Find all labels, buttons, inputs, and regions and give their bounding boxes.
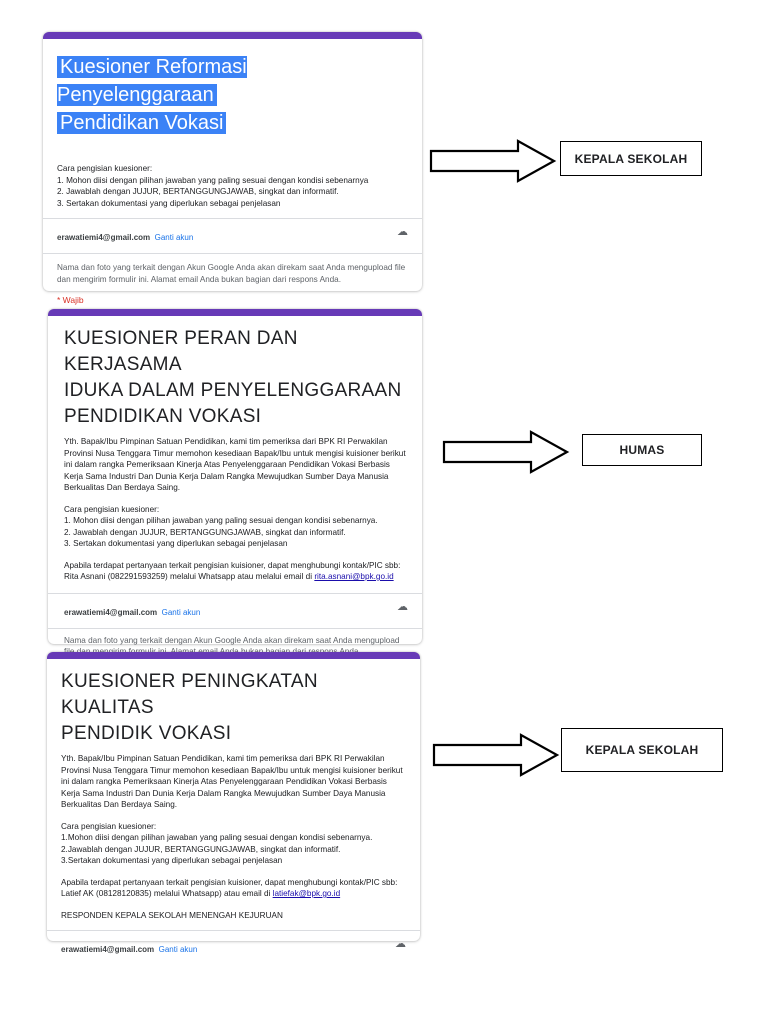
contact-info: Apabila terdapat pertanyaan terkait pengisian kuisioner, dapat menghubungi kontak/PIC sbb: — [64, 560, 401, 570]
instruction-item: 2. Jawablah dengan JUJUR, BERTANGGUNGJAWAB, singkat dan informatif. — [57, 187, 339, 196]
account-email: erawatiemi4@gmail.com — [61, 945, 155, 954]
form-title — [57, 53, 408, 137]
right-arrow-icon — [430, 139, 556, 183]
privacy-note: Nama dan foto yang terkait dengan Akun Google Anda akan direkam saat Anda mengupload file dan mengirim formulir ini. Alamat email Anda bukan bagian dari respons Anda. — [57, 263, 406, 284]
instructions-heading: Cara pengisian kuesioner: — [61, 821, 157, 831]
role-label-text: HUMAS — [619, 443, 665, 457]
cloud-save-icon: ☁ — [395, 938, 406, 950]
right-arrow-icon — [443, 430, 569, 474]
form-title-line: Pendidikan Vokasi — [57, 112, 226, 134]
form-card-2 — [48, 309, 422, 644]
contact-person-text: Latief AK (08128120835) melalui Whatsapp) atau email di — [61, 889, 273, 898]
form-card-3 — [47, 652, 420, 954]
instruction-item: 2. Jawablah dengan JUJUR, BERTANGGUNGJAWAB, singkat dan informatif. — [64, 527, 346, 537]
instruction-item: 3.Sertakan dokumentasi yang diperlukan sebagai penjelasan — [61, 856, 283, 865]
form-title — [61, 669, 406, 747]
form-card-1 — [43, 32, 422, 305]
cloud-save-icon: ☁ — [397, 226, 408, 238]
instruction-item: 1. Mohon diisi dengan pilihan jawaban yang paling sesuai dengan kondisi sebenarnya — [57, 175, 369, 185]
form-title-line: IDUKA DALAM PENYELENGGARAAN — [64, 380, 402, 401]
contact-person — [64, 571, 406, 583]
form-title-line: KUESIONER PENINGKATAN KUALITAS — [61, 671, 318, 718]
switch-account-link[interactable]: Ganti akun — [161, 607, 201, 617]
contact-person-text: Rita Asnani (082291593259) melalui Whatsapp atau melalui email di — [64, 572, 315, 581]
instruction-item: 3. Sertakan dokumentasi yang diperlukan sebagai penjelasan — [64, 539, 288, 548]
form-title-line: Kuesioner Reformasi Penyelenggaraan — [57, 56, 247, 106]
switch-account-link[interactable]: Ganti akun — [154, 233, 194, 242]
form-title-line: PENDIDIKAN VOKASI — [64, 406, 262, 427]
instruction-item: 1.Mohon diisi dengan pilihan jawaban yang paling sesuai dengan kondisi sebenarnya. — [61, 833, 373, 842]
instruction-item: 2.Jawablah dengan JUJUR, BERTANGGUNGJAWAB, singkat dan informatif. — [61, 844, 341, 854]
instruction-item: 1. Mohon diisi dengan pilihan jawaban yang paling sesuai dengan kondisi sebenarnya. — [64, 516, 378, 525]
form-title-line: PENDIDIK VOKASI — [61, 723, 232, 744]
contact-email-link[interactable]: rita.asnani@bpk.go.id — [314, 572, 394, 581]
role-label-text: KEPALA SEKOLAH — [585, 743, 699, 757]
contact-person — [61, 888, 406, 900]
role-label-text: KEPALA SEKOLAH — [574, 151, 688, 166]
form-intro: Yth. Bapak/Ibu Pimpinan Satuan Pendidikan, kami tim pemeriksa dari BPK RI Perwakilan Provinsi Nusa Tenggara Timur memohon kesediaan Bapak/Ibu untuk mengisi kuisioner berikut ini dalam rangka Pemeriksaan Kinerja Atas Penyelenggaraan Pendidikan Vokasi Berbasis Kerja Sama Industri Dan Dunia Kerja Dalam Rangka Mewujudkan Sumber Daya Manusia Berkualitas Dan Berdaya Saing. — [61, 754, 403, 809]
role-label-kepala-sekolah — [560, 141, 702, 176]
form-intro: Yth. Bapak/Ibu Pimpinan Satuan Pendidikan, kami tim pemeriksa dari BPK RI Perwakilan Provinsi Nusa Tenggara Timur memohon kesediaan Bapak/Ibu untuk mengisi kuisioner berikut ini dalam rangka Pemeriksaan Kinerja Atas Penyelenggaraan Pendidikan Vokasi Berbasis Kerja Sama Industri Dan Dunia Kerja Dalam Rangka Mewujudkan Sumber Daya Manusia Berkualitas Dan Berdaya Saing. — [64, 437, 406, 492]
contact-email-link[interactable]: latiefak@bpk.go.id — [272, 889, 341, 898]
contact-info: Apabila terdapat pertanyaan terkait pengisian kuisioner, dapat menghubungi kontak/PIC sbb: — [61, 877, 398, 887]
cloud-save-icon: ☁ — [397, 600, 408, 613]
account-email: erawatiemi4@gmail.com — [57, 233, 151, 242]
account-email: erawatiemi4@gmail.com — [64, 607, 158, 617]
instructions-heading: Cara pengisian kuesioner: — [64, 504, 160, 514]
instruction-item: 3. Sertakan dokumentasi yang diperlukan sebagai penjelasan — [57, 198, 281, 208]
right-arrow-icon — [433, 733, 559, 777]
respondent-label: RESPONDEN KEPALA SEKOLAH MENENGAH KEJURUAN — [61, 910, 283, 920]
role-label-kepala-sekolah — [561, 728, 723, 772]
form-title-line: KUESIONER PERAN DAN KERJASAMA — [64, 328, 298, 375]
required-note: * Wajib — [57, 295, 84, 305]
form-title — [64, 326, 406, 430]
instructions-heading: Cara pengisian kuesioner: — [57, 164, 153, 173]
privacy-note: Nama dan foto yang terkait dengan Akun Google Anda akan direkam saat Anda mengupload — [64, 635, 400, 645]
switch-account-link[interactable]: Ganti akun — [158, 945, 198, 954]
role-label-humas — [582, 434, 702, 466]
